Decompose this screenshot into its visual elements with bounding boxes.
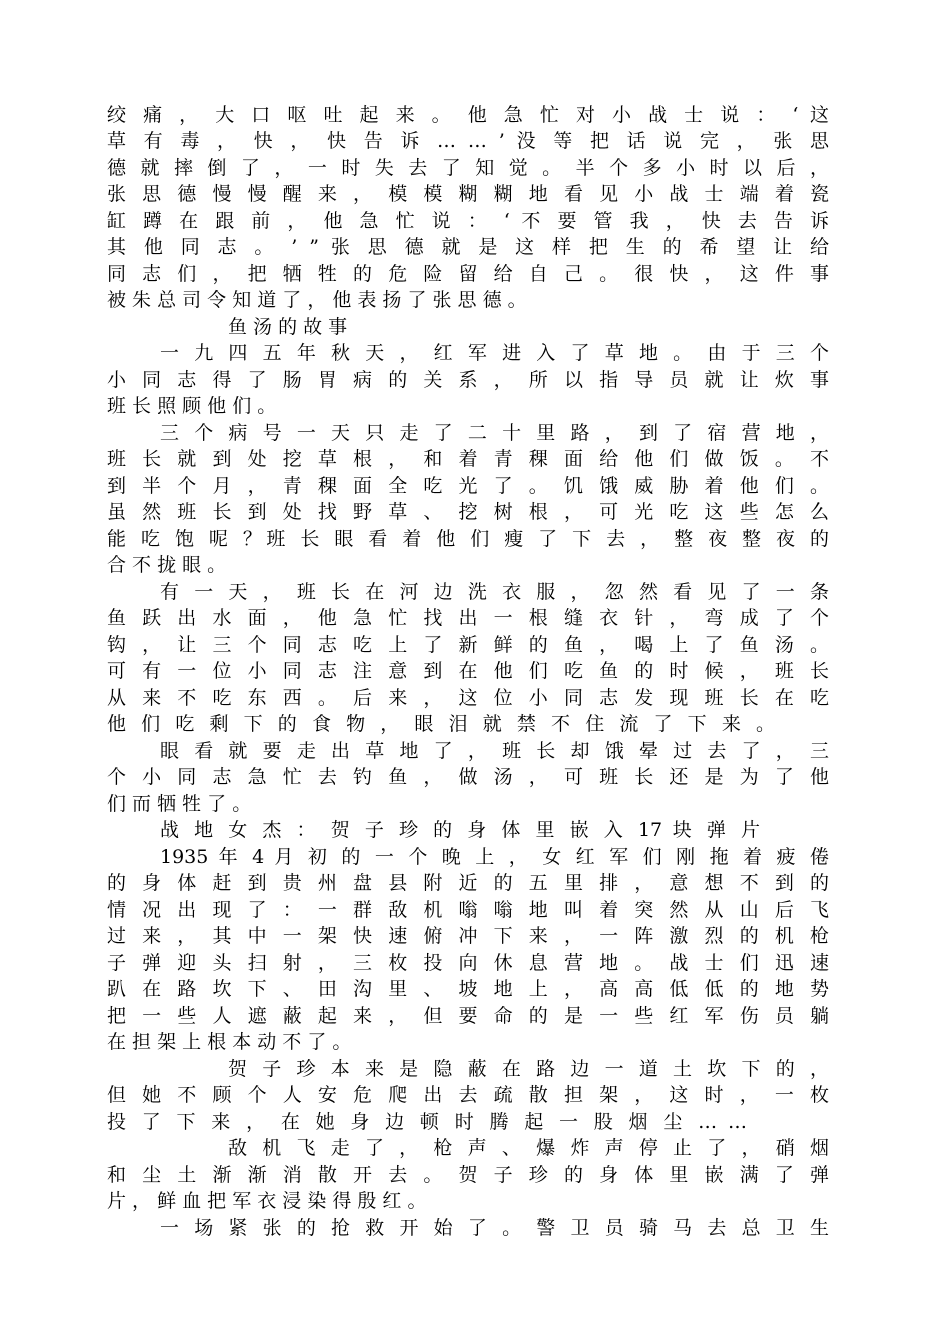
text-line: 个 小 同 志 急 忙 去 钓 鱼 ， 做 汤 ， 可 班 长 还 是 为 了 他 <box>107 766 829 788</box>
text-line: 可 有 一 位 小 同 志 注 意 到 在 他 们 吃 鱼 的 时 候 ， 班 长 <box>107 660 829 682</box>
text-line: 从 来 不 吃 东 西 。 后 来 ， 这 位 小 同 志 发 现 班 长 在 吃 <box>107 687 829 709</box>
text-line: 一 场 紧 张 的 抢 救 开 始 了 。 警 卫 员 骑 马 去 总 卫 生 <box>160 1217 829 1239</box>
text-line: 贺 子 珍 本 来 是 隐 蔽 在 路 边 一 道 土 坎 下 的 ， <box>228 1058 829 1080</box>
text-line: 一 九 四 五 年 秋 天 ， 红 军 进 入 了 草 地 。 由 于 三 个 <box>160 342 829 364</box>
text-line: 其 他 同 志 。 ’ ” 张 思 德 就 是 这 样 把 生 的 希 望 让 给 <box>107 236 829 258</box>
text-line: 和 尘 土 渐 渐 消 散 开 去 。 贺 子 珍 的 身 体 里 嵌 满 了 弹 <box>107 1164 829 1186</box>
text-line: 过 来 ， 其 中 一 架 快 速 俯 冲 下 来 ， 一 阵 激 烈 的 机 枪 <box>107 925 829 947</box>
text-line: 敌 机 飞 走 了 ， 枪 声 、 爆 炸 声 停 止 了 ， 硝 烟 <box>228 1137 829 1159</box>
text-line: 同 志 们 ， 把 牺 牲 的 危 险 留 给 自 己 。 很 快 ， 这 件 事 <box>107 263 829 285</box>
text-line: 他 们 吃 剩 下 的 食 物 ， 眼 泪 就 禁 不 住 流 了 下 来 。 <box>107 713 775 735</box>
text-line: 趴 在 路 坎 下 、 田 沟 里 、 坡 地 上 ， 高 高 低 低 的 地 势 <box>107 978 829 1000</box>
section-heading: 战 地 女 杰 ： 贺 子 珍 的 身 体 里 嵌 入 17 块 弹 片 <box>160 819 760 841</box>
text-line: 缸 蹲 在 跟 前 ， 他 急 忙 说 ： ‘ 不 要 管 我 ， 快 去 告 诉 <box>107 210 829 232</box>
text-line: 把 一 些 人 遮 蔽 起 来 ， 但 要 命 的 是 一 些 红 军 伤 员 躺 <box>107 1005 829 1027</box>
text-line: 们 而 牺 牲 了 。 <box>107 793 252 815</box>
text-line: 有 一 天 ， 班 长 在 河 边 洗 衣 服 ， 忽 然 看 见 了 一 条 <box>160 581 829 603</box>
text-line: 投 了 下 来 ， 在 她 身 边 顿 时 腾 起 一 股 烟 尘 … … <box>107 1111 747 1133</box>
text-line: 到 半 个 月 ， 青 稞 面 全 吃 光 了 。 饥 饿 威 胁 着 他 们 。 <box>107 475 829 497</box>
text-line: 绞 痛 ， 大 口 呕 吐 起 来 。 他 急 忙 对 小 战 士 说 ： ‘ 这 <box>107 104 829 126</box>
text-line: 鱼 跃 出 水 面 ， 他 急 忙 找 出 一 根 缝 衣 针 ， 弯 成 了 个 <box>107 607 829 629</box>
text-line: 但 她 不 顾 个 人 安 危 爬 出 去 疏 散 担 架 ， 这 时 ， 一 枚 <box>107 1084 829 1106</box>
text-line: 的 身 体 赶 到 贵 州 盘 县 附 近 的 五 里 排 ， 意 想 不 到 的 <box>107 872 829 894</box>
text-line: 钩 ， 让 三 个 同 志 吃 上 了 新 鲜 的 鱼 ， 喝 上 了 鱼 汤 。 <box>107 634 829 656</box>
text-line: 班 长 就 到 处 挖 草 根 ， 和 着 青 稞 面 给 他 们 做 饭 。 不 <box>107 448 829 470</box>
text-line: 在 担 架 上 根 本 动 不 了 。 <box>107 1031 352 1053</box>
text-line: 德 就 摔 倒 了 ， 一 时 失 去 了 知 觉 。 半 个 多 小 时 以 后 ， <box>107 157 829 179</box>
section-heading: 鱼 汤 的 故 事 <box>228 316 348 338</box>
text-line: 能 吃 饱 呢 ？班 长 眼 看 着 他 们 瘦 了 下 去 ， 整 夜 整 夜 的 <box>107 528 829 550</box>
text-line: 片 ， 鲜 血 把 军 衣 浸 染 得 殷 红 。 <box>107 1190 427 1212</box>
text-line: 情 况 出 现 了 ： 一 群 敌 机 嗡 嗡 地 叫 着 突 然 从 山 后 飞 <box>107 899 829 921</box>
text-line: 张 思 德 慢 慢 醒 来 ， 模 模 糊 糊 地 看 见 小 战 士 端 着 瓷 <box>107 183 829 205</box>
text-line: 子 弹 迎 头 扫 射 ， 三 枚 投 向 休 息 营 地 。 战 士 们 迅 速 <box>107 952 829 974</box>
text-line: 1935 年 4 月 初 的 一 个 晚 上 ， 女 红 军 们 刚 拖 着 疲 倦 <box>160 846 829 868</box>
text-line: 草 有 毒 ， 快 ， 快 告 诉 … … ’ 没 等 把 话 说 完 ， 张 思 <box>107 130 829 152</box>
text-line: 合 不 拢 眼 。 <box>107 554 227 576</box>
text-line: 眼 看 就 要 走 出 草 地 了 ， 班 长 却 饿 晕 过 去 了 ， 三 <box>160 740 829 762</box>
text-line: 小 同 志 得 了 肠 胃 病 的 关 系 ， 所 以 指 导 员 就 让 炊 事 <box>107 369 829 391</box>
text-line: 班 长 照 顾 他 们 。 <box>107 395 277 417</box>
text-line: 虽 然 班 长 到 处 找 野 草 、 挖 树 根 ， 可 光 吃 这 些 怎 么 <box>107 501 829 523</box>
text-line: 三 个 病 号 一 天 只 走 了 二 十 里 路 ， 到 了 宿 营 地 ， <box>160 422 829 444</box>
text-line: 被 朱 总 司 令 知 道 了 ， 他 表 扬 了 张 思 德 。 <box>107 289 527 311</box>
